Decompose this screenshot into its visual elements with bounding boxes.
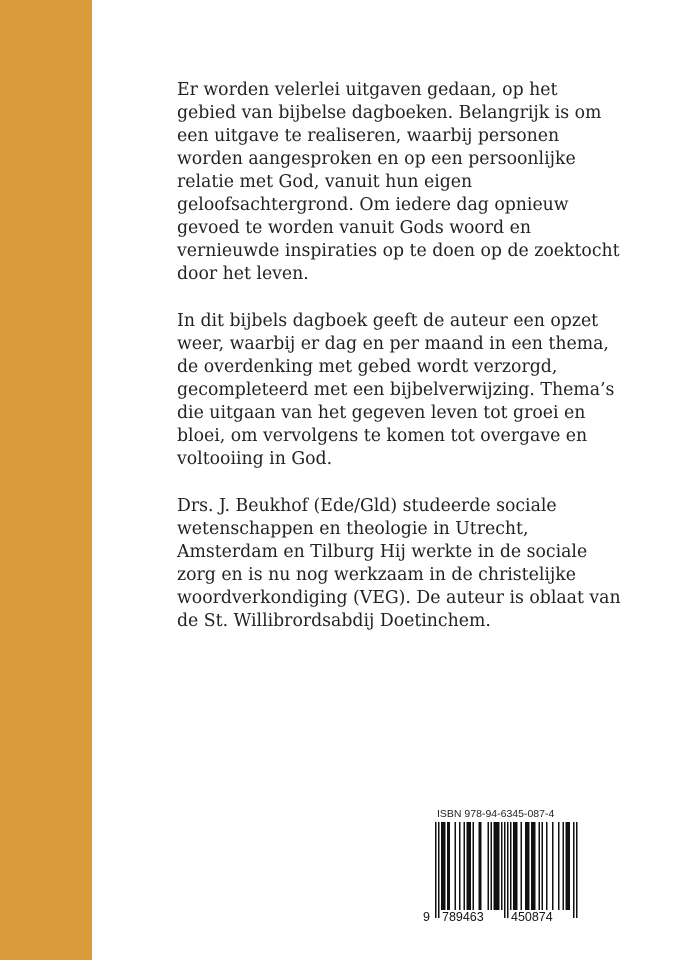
barcode-bar bbox=[464, 822, 466, 910]
barcode-first-digit: 9 bbox=[423, 910, 430, 924]
barcode-bar bbox=[504, 822, 506, 918]
barcode-bar bbox=[567, 822, 569, 910]
barcode-bar bbox=[566, 822, 568, 910]
barcode-bar bbox=[444, 822, 446, 910]
barcode-bar bbox=[495, 822, 497, 910]
barcode-bar bbox=[441, 822, 443, 910]
barcode-bar bbox=[459, 822, 461, 910]
barcode-bar bbox=[516, 822, 518, 910]
barcode-bar bbox=[576, 822, 578, 918]
barcode-bar bbox=[467, 822, 469, 910]
barcode-bar bbox=[435, 822, 437, 918]
barcode-bar bbox=[468, 822, 470, 910]
barcode-bar bbox=[513, 822, 515, 910]
barcode-bar bbox=[470, 822, 472, 910]
barcode-bar bbox=[534, 822, 536, 910]
description-paragraph: Er worden velerlei uitgaven gedaan, op het gebied van bijbelse dagboeken. Belangrijk is om een uitgave te realiseren, waarbij personen worden aangesproken en op een persoonlijke relatie met God, vanuit hun eigen geloofsachtergrond. Om iedere dag opnieuw gevoed te worden vanuit Gods woord en vernieuwde inspiraties op te doen op de zoektocht door het leven. bbox=[177, 80, 620, 284]
barcode-bar bbox=[546, 822, 548, 910]
back-cover-text bbox=[177, 79, 622, 657]
barcode-bar bbox=[498, 822, 500, 910]
content-paragraph: In dit bijbels dagboek geeft de auteur een opzet weer, waarbij er dag en per maand in een thema, de overdenking met gebed wordt verzorgd, gecompleteerd met een bijbelverwijzing. Thema’s die uitgaan van het gegeven leven tot groei en bloei, om vervolgens te komen tot overgave en voltooiing in God. bbox=[177, 311, 615, 469]
barcode-bar bbox=[558, 822, 560, 910]
barcode-bar bbox=[491, 822, 493, 910]
barcode-bar bbox=[488, 822, 490, 910]
barcode-bar bbox=[521, 822, 523, 910]
barcode-bar bbox=[563, 822, 565, 910]
author-bio-paragraph: Drs. J. Beukhof (Ede/Gld) studeerde sociale wetenschappen en theologie in Utrecht, Amsterdam en Tilburg Hij werkte in de sociale zorg en is nu nog werkzaam in de christelijke woordverkondiging (VEG). De auteur is oblaat van de St. Willibrordsabdij Doetinchem. bbox=[177, 496, 621, 631]
barcode-bar bbox=[443, 822, 445, 910]
barcode-right-digits: 450874 bbox=[511, 910, 553, 924]
barcode-bar bbox=[552, 822, 554, 910]
barcode-bar bbox=[480, 822, 482, 910]
barcode-bar bbox=[438, 822, 440, 918]
barcode-bar bbox=[497, 822, 499, 910]
barcode-bar bbox=[501, 822, 503, 910]
barcode-bar bbox=[539, 822, 541, 910]
barcode-bar bbox=[494, 822, 496, 910]
orange-spine bbox=[0, 0, 92, 960]
barcode-bar bbox=[569, 822, 571, 910]
barcode-bar bbox=[531, 822, 533, 910]
barcode-bar bbox=[473, 822, 475, 910]
barcode-bar bbox=[525, 822, 527, 910]
isbn-label: ISBN 978-94-6345-087-4 bbox=[437, 808, 555, 820]
barcode-bar bbox=[515, 822, 517, 910]
barcode-bar bbox=[542, 822, 544, 910]
barcode-bar bbox=[447, 822, 449, 910]
barcode-bar bbox=[510, 822, 512, 910]
barcode-bar bbox=[479, 822, 481, 910]
barcode-bar bbox=[573, 822, 575, 918]
barcode-left-digits: 789463 bbox=[442, 910, 484, 924]
barcode-bar bbox=[455, 822, 457, 910]
barcode-bar bbox=[533, 822, 535, 910]
isbn-barcode bbox=[423, 808, 588, 933]
barcode-bars bbox=[423, 822, 588, 922]
barcode-bar bbox=[507, 822, 509, 918]
barcode-bar bbox=[527, 822, 529, 910]
barcode-bar bbox=[449, 822, 451, 910]
barcode-bar bbox=[528, 822, 530, 910]
